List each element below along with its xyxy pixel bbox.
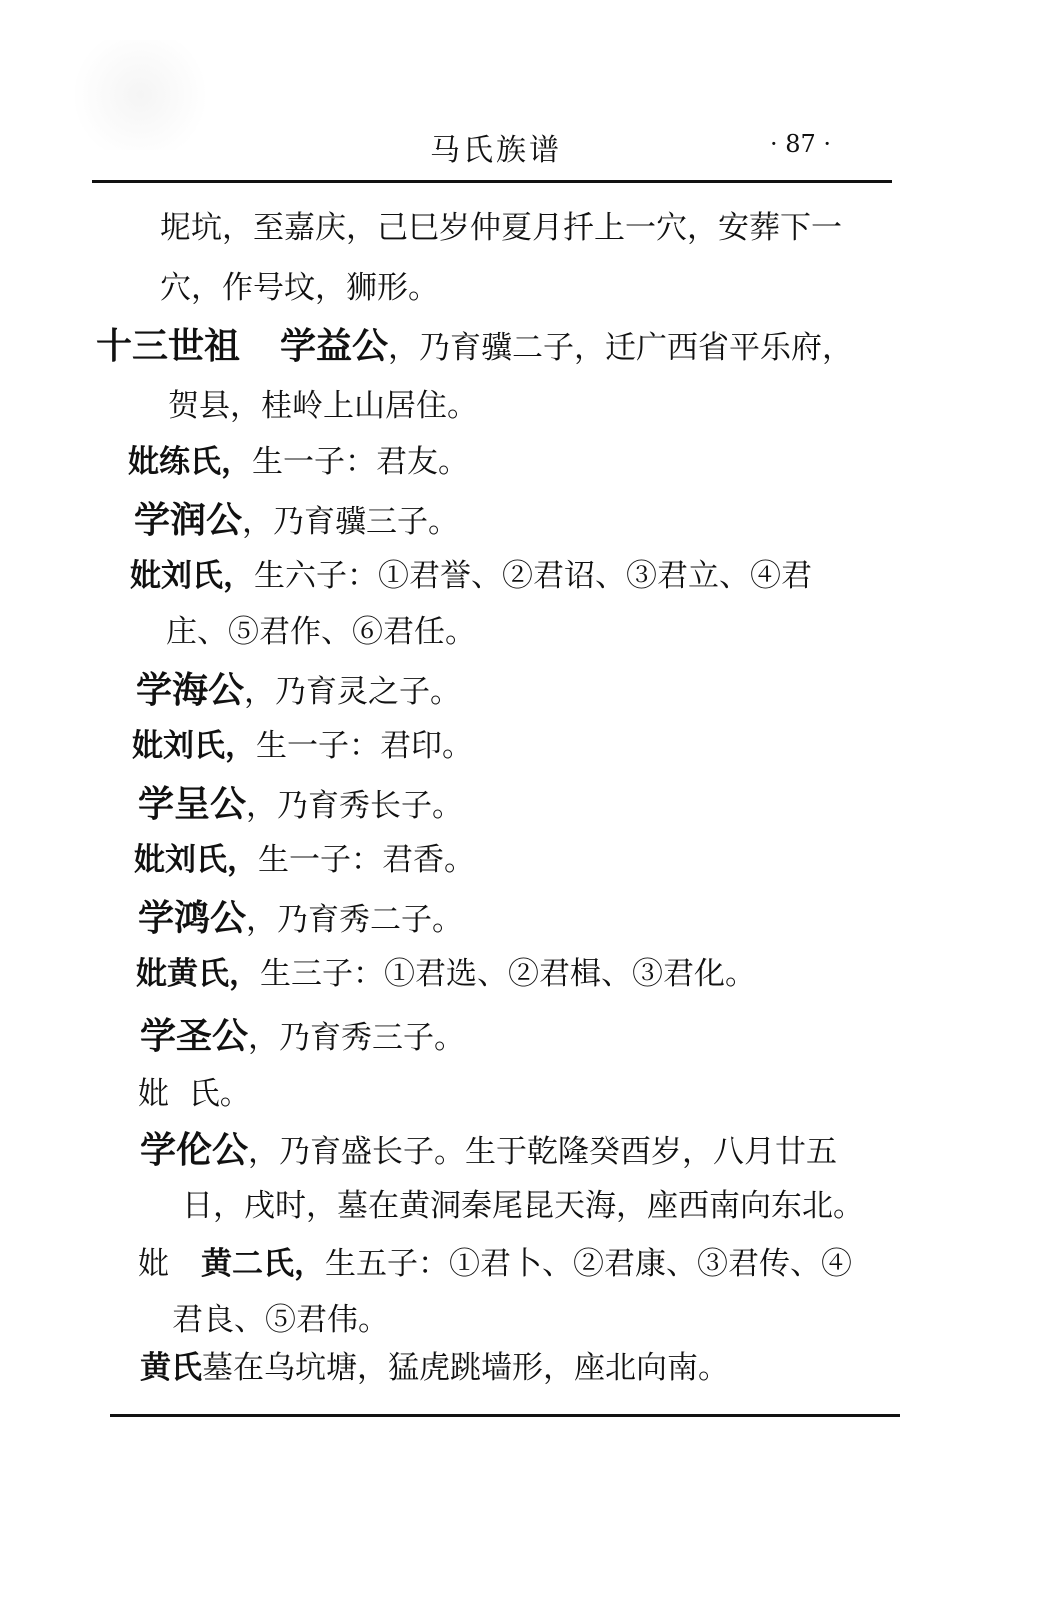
spouse-prefix: 妣 <box>138 1246 169 1282</box>
ancestor-desc: ，乃育骥三子。 <box>242 504 460 540</box>
ancestor-name: 学润公 <box>134 499 243 541</box>
spouse-name: 妣刘氏， <box>132 728 256 764</box>
ancestor-desc: ，乃育骥二子，迁广西省平乐府， <box>388 330 854 366</box>
ancestor-desc: ，乃育秀二子。 <box>246 902 464 938</box>
running-header-title: 马氏族谱 <box>430 133 562 168</box>
spouse-name: 妣刘氏， <box>130 558 254 594</box>
ancestor-desc: ，乃育秀三子。 <box>248 1020 466 1056</box>
spouse-desc: 生五子：①君卜、②君康、③君传、④ <box>325 1246 852 1282</box>
ancestor-name: 学益公 <box>280 325 389 367</box>
spouse-name: 妣黄氏， <box>136 956 260 992</box>
spouse-entry <box>134 840 475 880</box>
text-line-8: 庄、⑤君作、⑥君任。 <box>166 614 476 650</box>
spouse-entry <box>130 556 812 596</box>
text-line-20: 君良、⑤君伟。 <box>172 1302 389 1338</box>
spouse-desc: 生三子：①君选、②君楫、③君化。 <box>260 956 756 992</box>
spouse-entry <box>132 726 473 766</box>
ancestor-entry <box>140 1016 465 1058</box>
spouse-entry <box>136 954 756 994</box>
text-line-4: 贺县，桂岭上山居住。 <box>168 388 478 424</box>
ancestor-entry <box>138 784 463 826</box>
generation-entry <box>96 326 853 368</box>
ancestor-name: 学海公 <box>136 669 245 711</box>
generation-label: 十三世祖 <box>96 325 241 367</box>
ancestor-desc: ，乃育秀长子。 <box>246 788 464 824</box>
spouse-desc: 生一子：君印。 <box>256 728 473 764</box>
spouse-name: 妣练氏， <box>128 444 252 480</box>
ancestor-entry <box>136 670 461 712</box>
spouse-name: 黄二氏， <box>201 1246 325 1282</box>
text-line-2: 穴，作号坟，狮形。 <box>160 270 439 306</box>
ancestor-name: 学伦公 <box>140 1129 249 1171</box>
text-line-18: 日，戌时，墓在黄洞秦尾昆天海，座西南向东北。 <box>182 1188 864 1224</box>
spouse-name: 妣刘氏， <box>134 842 258 878</box>
spouse-desc: 生六子：①君誉、②君诏、③君立、④君 <box>254 558 812 594</box>
ancestor-entry <box>134 500 459 542</box>
tomb-desc: 墓在乌坑塘，猛虎跳墙形，座北向南。 <box>202 1350 729 1386</box>
spouse-entry <box>138 1244 852 1284</box>
tomb-owner: 黄氏 <box>140 1350 202 1386</box>
ancestor-entry <box>140 1130 837 1172</box>
ancestor-desc: ，乃育灵之子。 <box>244 674 462 710</box>
spouse-desc: 生一子：君香。 <box>258 842 475 878</box>
ancestor-name: 学圣公 <box>140 1015 249 1057</box>
spouse-desc: 生一子：君友。 <box>252 444 469 480</box>
ancestor-name: 学呈公 <box>138 783 247 825</box>
spouse-entry <box>128 442 469 482</box>
ancestor-desc: ，乃育盛长子。生于乾隆癸酉岁，八月廿五 <box>248 1134 838 1170</box>
header-rule <box>92 180 892 183</box>
ancestor-entry <box>138 898 463 940</box>
ancestor-name: 学鸿公 <box>138 897 247 939</box>
page-number: · 87 · <box>770 130 832 158</box>
footer-rule <box>110 1414 900 1417</box>
tomb-entry <box>140 1348 729 1388</box>
spouse-entry: 妣 氏。 <box>138 1076 251 1112</box>
paper-smudge <box>60 40 220 150</box>
text-line-1: 坭坑，至嘉庆，己巳岁仲夏月扦上一穴，安葬下一 <box>160 210 842 246</box>
